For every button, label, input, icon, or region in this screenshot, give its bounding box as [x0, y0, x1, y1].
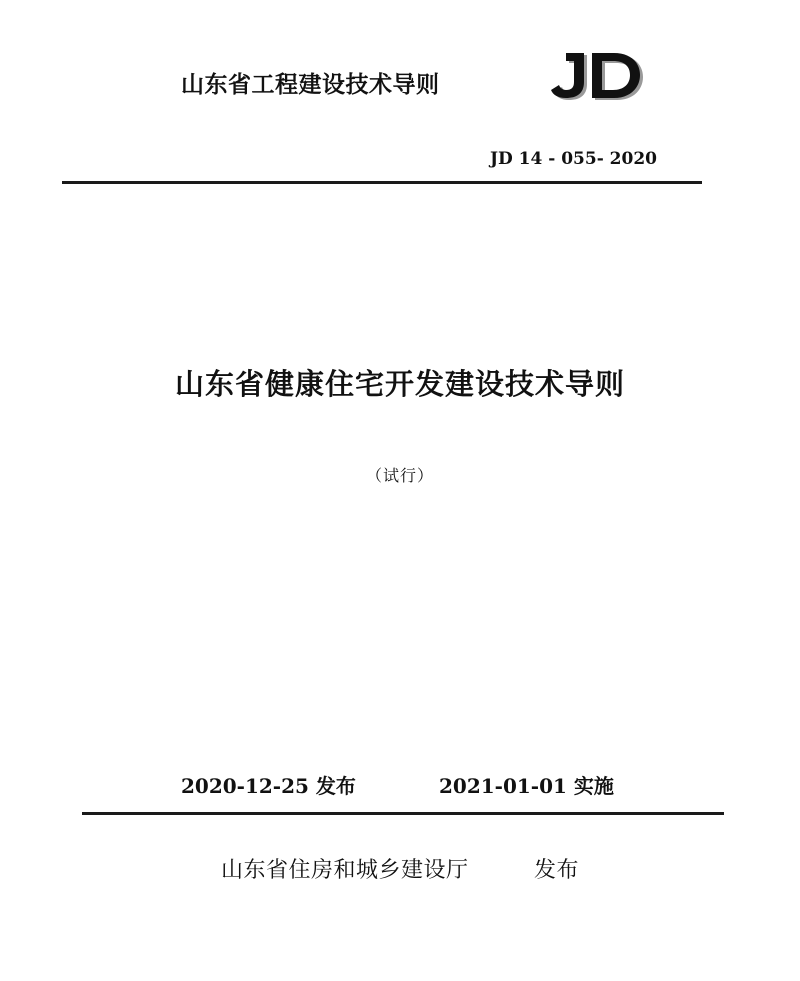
- jd-logo-text: JD: [548, 48, 550, 49]
- effective-date: 2021-01-01 实施: [439, 774, 614, 798]
- top-divider: [62, 181, 702, 184]
- document-subtitle: （试行）: [365, 466, 434, 485]
- jd-logo: [548, 48, 644, 100]
- issuer-action: 发布: [534, 858, 580, 883]
- publish-date: 2020-12-25 发布: [181, 774, 356, 798]
- series-title: 山东省工程建设技术导则: [181, 72, 440, 98]
- document-title: 山东省健康住宅开发建设技术导则: [174, 367, 625, 401]
- issuer-name: 山东省住房和城乡建设厅: [221, 858, 469, 883]
- standard-number: JD 14 - 055- 2020: [489, 149, 657, 169]
- bottom-divider: [82, 812, 724, 815]
